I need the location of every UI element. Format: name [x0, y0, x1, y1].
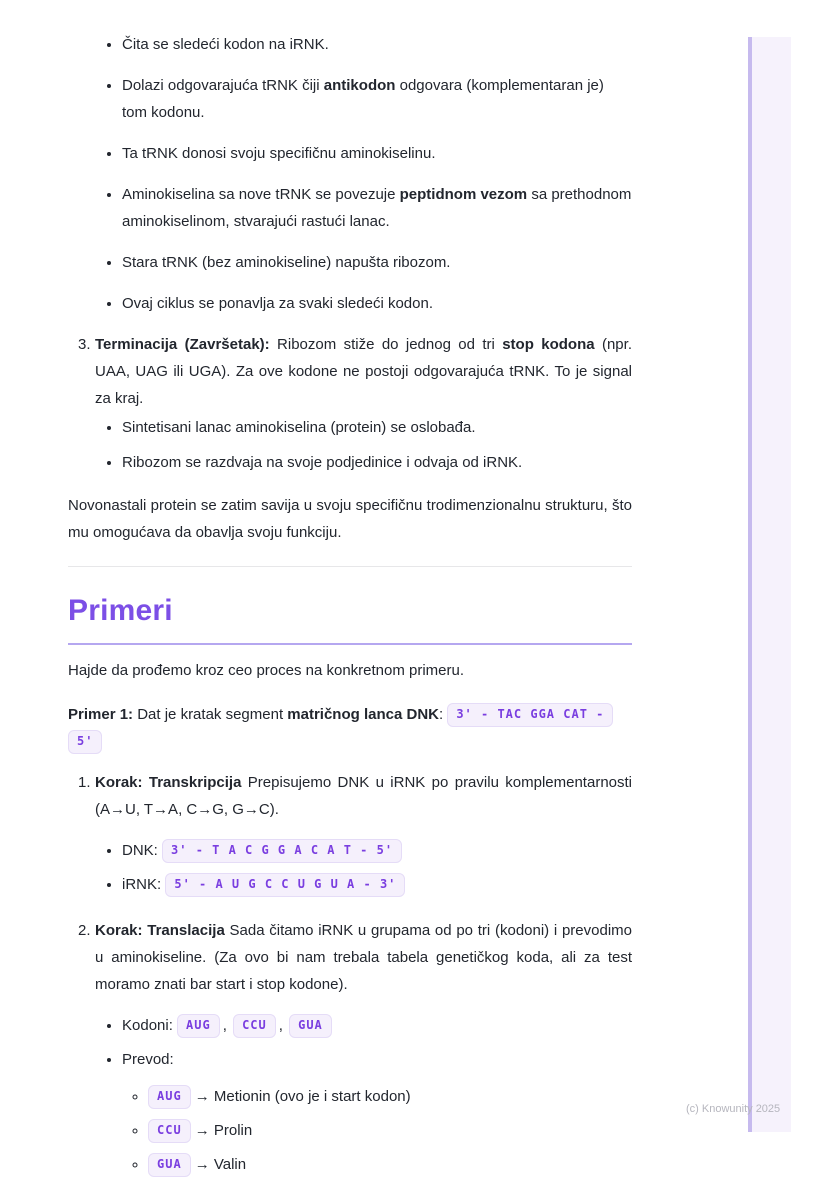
list-number: 1.	[78, 774, 91, 791]
primer1-paragraph	[68, 701, 632, 755]
list-number: 2.	[78, 922, 91, 939]
dna-sequence-chip: 3' - TAC GGA CAT -	[447, 703, 613, 727]
translacija-step	[68, 917, 632, 1185]
list-item-text: Ovaj ciklus se ponavlja za svaki sledeći kodon.	[122, 295, 433, 312]
list-item-text: Stara tRNK (bez aminokiseline) napušta ribozom.	[122, 254, 451, 271]
sequence-label: iRNK:	[122, 876, 162, 893]
list-item-text: Sintetisani lanac aminokiselina (protein) se oslobađa.	[122, 419, 476, 436]
codon-chip: AUG	[177, 1014, 220, 1038]
list-item	[122, 31, 632, 58]
list-item	[122, 871, 632, 898]
codon-chip: AUG	[148, 1085, 191, 1109]
sequence-list	[95, 837, 632, 898]
list-item-text: Ribozom se razdvaja na svoje podjedinice i odvaja od iRNK.	[122, 454, 523, 471]
codon-chip: CCU	[148, 1119, 191, 1143]
list-item-text: Ta tRNK donosi svoju specifičnu aminokiselinu.	[122, 145, 436, 162]
prevod-list	[122, 1083, 632, 1178]
body-text: Dat je kratak segment	[133, 706, 288, 723]
heading-underline	[68, 643, 632, 645]
bold-term: stop kodona	[502, 336, 595, 353]
document-content	[68, 0, 632, 1185]
closing-paragraph: Novonastali protein se zatim savija u svoju specifičnu trodimenzionalnu strukturu, što mu omogućava da obavlja svoju funkciju.	[68, 497, 632, 541]
list-item	[122, 449, 632, 476]
bold-term: Korak: Transkripcija	[95, 774, 242, 791]
dna-sequence-chip: 5'	[68, 730, 102, 754]
bold-term: Korak: Translacija	[95, 922, 225, 939]
list-item-text: odgovara (komplementaran je) tom kodonu.	[122, 77, 604, 121]
body-text: Sada čitamo iRNK u grupama od po tri (kodoni) i prevodimo u aminokiseline. (Za ovo bi nam trebala tabela genetičkog koda, ali za test moramo znati bar start i stop kodone).	[95, 922, 632, 993]
bold-term: peptidnom vezom	[399, 186, 528, 203]
bold-term: Primer 1:	[68, 706, 134, 723]
terminacija-item	[68, 331, 632, 484]
intro-paragraph: Hajde da prođemo kroz ceo proces na konkretnom primeru.	[68, 662, 465, 679]
list-item-text: sa prethodnom aminokiselinom, stvarajući rastući lanac.	[122, 186, 632, 230]
list-item	[122, 1046, 632, 1178]
amino-acid-text: Metionin (ovo je i start kodon)	[213, 1088, 411, 1105]
list-item	[122, 249, 632, 276]
body-text: Ribozom stiže do jednog od tri	[269, 336, 503, 353]
body-text: (npr. UAA, UAG ili UGA). Za ove kodone ne postoji odgovarajuća tRNK. To je signal za kraj.	[95, 336, 632, 407]
sequence-label: DNK:	[122, 842, 158, 859]
arrow-glyph: →	[194, 1122, 210, 1139]
body-text: Prepisujemo DNK u iRNK po pravilu komplementarnosti (A→U, T→A, C→G, G→C).	[95, 774, 632, 818]
list-number: 3.	[78, 336, 91, 353]
separator: ,	[278, 1017, 283, 1034]
list-item	[148, 1117, 632, 1144]
rna-sequence-chip: 5' - A U G C C U G U A - 3'	[165, 873, 405, 897]
translation-cycle-list	[68, 31, 632, 317]
body-text: :	[438, 706, 448, 723]
section-divider	[68, 566, 632, 567]
amino-acid-text: Prolin	[213, 1122, 253, 1139]
copyright-watermark: (c) Knowunity 2025	[686, 1103, 781, 1115]
right-accent-bar	[748, 37, 791, 1132]
separator: ,	[222, 1017, 227, 1034]
amino-acid-text: Valin	[213, 1156, 247, 1173]
kodoni-label: Kodoni:	[122, 1017, 173, 1034]
kodoni-list	[95, 1012, 632, 1178]
codon-chip: GUA	[289, 1014, 332, 1038]
list-item	[122, 414, 632, 441]
list-item	[122, 72, 632, 126]
terminacija-body	[95, 331, 632, 484]
codon-chip: CCU	[233, 1014, 276, 1038]
prevod-label: Prevod:	[122, 1051, 174, 1068]
list-item	[148, 1151, 632, 1178]
list-item	[122, 290, 632, 317]
bold-term: matričnog lanca DNK	[287, 706, 439, 723]
bold-term: Terminacija (Završetak):	[95, 336, 270, 353]
transkripcija-step	[68, 769, 632, 905]
arrow-glyph: →	[194, 1088, 210, 1105]
list-item	[122, 837, 632, 864]
transkripcija-body	[95, 769, 632, 905]
list-item	[148, 1083, 632, 1110]
list-item	[122, 1012, 632, 1039]
arrow-glyph: →	[194, 1156, 210, 1173]
page-title: Primeri	[68, 594, 173, 627]
list-item	[122, 181, 632, 235]
list-item-text: Dolazi odgovarajuća tRNK čiji	[122, 77, 324, 94]
list-item	[122, 140, 632, 167]
codon-chip: GUA	[148, 1153, 191, 1177]
bold-term: antikodon	[323, 77, 396, 94]
list-item-text: Čita se sledeći kodon na iRNK.	[122, 36, 329, 53]
terminacija-sublist	[95, 414, 632, 476]
list-item-text: Aminokiselina sa nove tRNK se povezuje	[122, 186, 400, 203]
translacija-body	[95, 917, 632, 1185]
dna-sequence-chip: 3' - T A C G G A C A T - 5'	[162, 839, 402, 863]
